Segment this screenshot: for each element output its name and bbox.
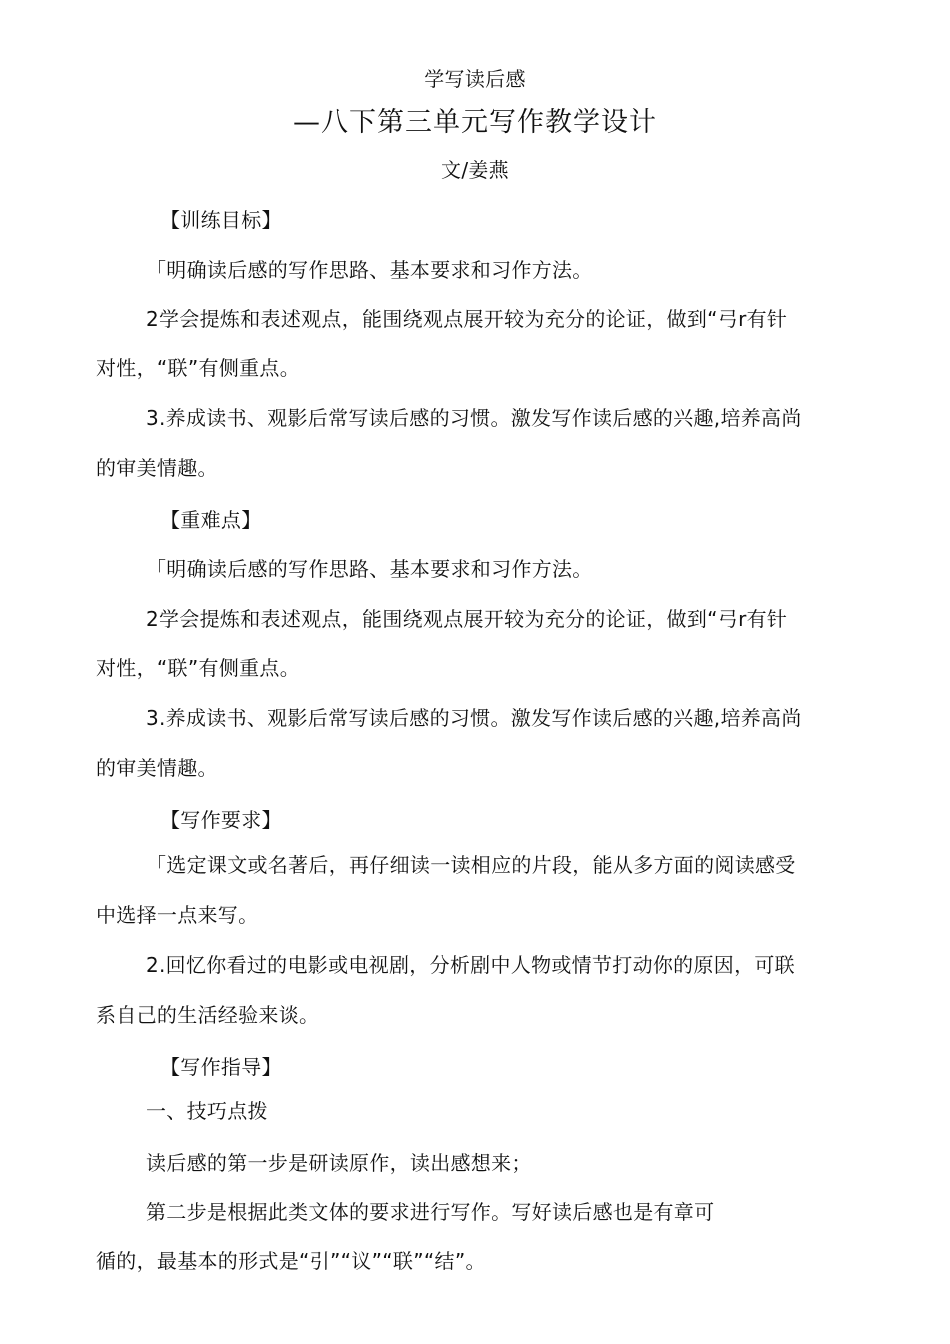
key-point-3-line2: 的审美情趣。 bbox=[96, 756, 218, 780]
guidance-paragraph-1: 读后感的第一步是研读原作，读出感想来； bbox=[146, 1151, 532, 1175]
writing-requirement-1-line2: 中选择一点来写。 bbox=[96, 903, 259, 927]
writing-requirement-1-line1: 「选定课文或名著后，再仔细读一读相应的片段，能从多方面的阅读感受 bbox=[146, 853, 796, 877]
document-author: 文/姜燕 bbox=[441, 158, 509, 182]
guidance-paragraph-2-line2: 循的，最基本的形式是“引”“议”“联”“结”。 bbox=[96, 1249, 486, 1273]
training-goal-1: 「明确读后感的写作思路、基本要求和习作方法。 bbox=[146, 258, 593, 282]
training-goal-2-line1: 2学会提炼和表述观点，能围绕观点展开较为充分的论证，做到“弓r有针 bbox=[146, 307, 788, 331]
section-heading-writing-requirements: 【写作要求】 bbox=[160, 808, 282, 832]
section-heading-writing-guidance: 【写作指导】 bbox=[160, 1055, 282, 1079]
guidance-subheading: 一、技巧点拨 bbox=[146, 1099, 268, 1123]
key-point-3-line1: 3.养成读书、观影后常写读后感的习惯。激发写作读后感的兴趣,培养高尚 bbox=[146, 706, 802, 730]
writing-requirement-2-line1: 2.回忆你看过的电影或电视剧，分析剧中人物或情节打动你的原因，可联 bbox=[146, 953, 795, 977]
section-heading-training-goals: 【训练目标】 bbox=[160, 208, 282, 232]
document-title: 学写读后感 bbox=[424, 67, 526, 91]
training-goal-2-line2: 对性，“联”有侧重点。 bbox=[96, 356, 301, 380]
key-point-2-line1: 2学会提炼和表述观点，能围绕观点展开较为充分的论证，做到“弓r有针 bbox=[146, 607, 788, 631]
section-heading-key-points: 【重难点】 bbox=[160, 508, 262, 532]
guidance-paragraph-2-line1: 第二步是根据此类文体的要求进行写作。写好读后感也是有章可 bbox=[146, 1200, 715, 1224]
training-goal-3-line1: 3.养成读书、观影后常写读后感的习惯。激发写作读后感的兴趣,培养高尚 bbox=[146, 406, 802, 430]
training-goal-3-line2: 的审美情趣。 bbox=[96, 456, 218, 480]
writing-requirement-2-line2: 系自己的生活经验来谈。 bbox=[96, 1003, 320, 1027]
key-point-2-line2: 对性，“联”有侧重点。 bbox=[96, 656, 301, 680]
key-point-1: 「明确读后感的写作思路、基本要求和习作方法。 bbox=[146, 557, 593, 581]
document-subtitle: —八下第三单元写作教学设计 bbox=[293, 107, 657, 138]
